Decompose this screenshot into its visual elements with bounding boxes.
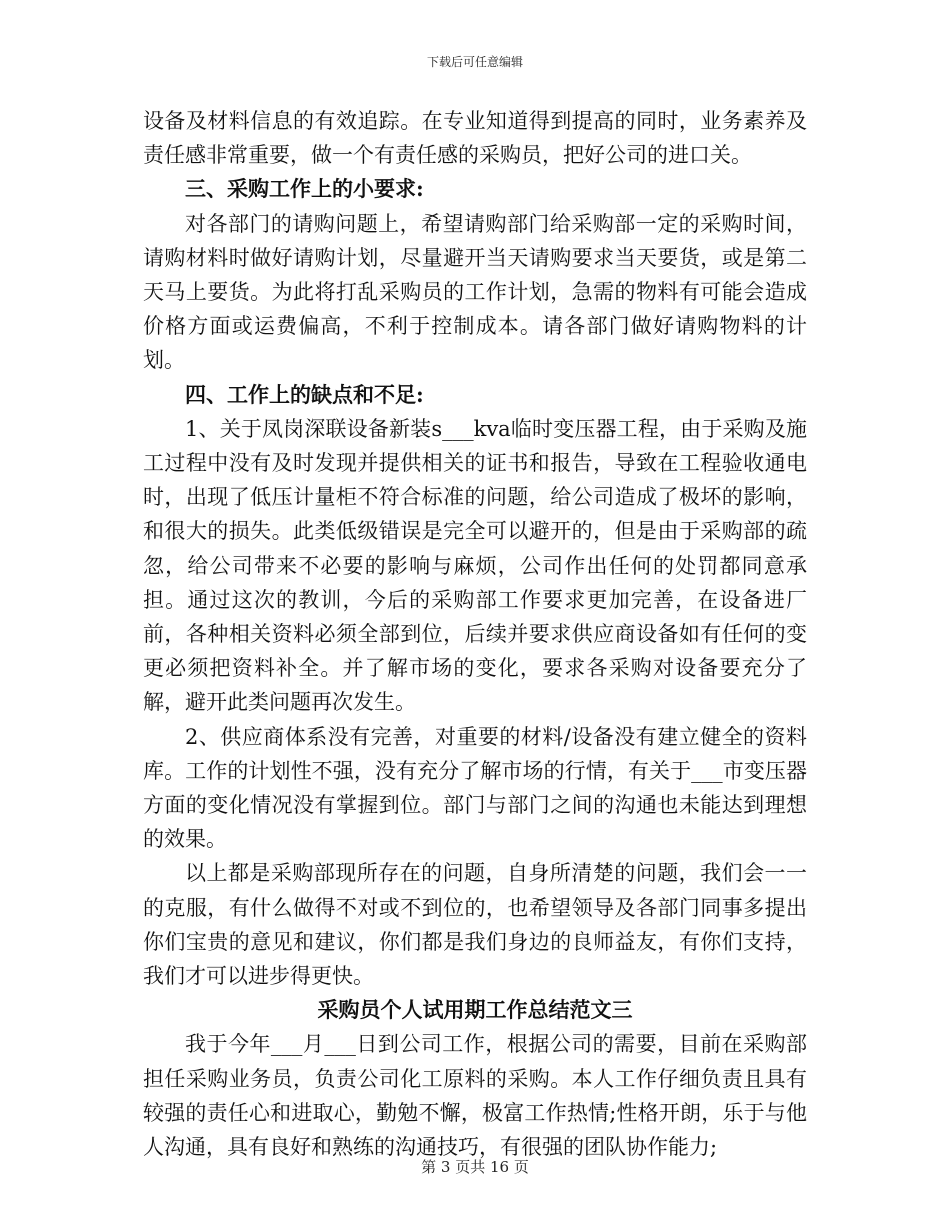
document-body bbox=[143, 104, 807, 1164]
paragraph-conclusion: 以上都是采购部现所存在的问题，自身所清楚的问题，我们会一一的克服，有什么做得不对或不到位的，也希望领导及各部门同事多提出你们宝贵的意见和建议，你们都是我们身边的良师益友，有你们支持，我们才可以进步得更快。 bbox=[143, 861, 807, 989]
paragraph-requests: 对各部门的请购问题上，希望请购部门给采购部一定的采购时间，请购材料时做好请购计划，尽量避开当天请购要求当天要货，或是第二天马上要货。为此将打乱采购员的工作计划，急需的物料有可能会造成价格方面或运费偏高，不利于控制成本。请各部门做好请购物料的计划。 bbox=[143, 211, 807, 373]
page-header: 下载后可任意编辑 bbox=[426, 55, 523, 69]
section-heading-3: 三、采购工作上的小要求: bbox=[185, 176, 424, 202]
section-heading-4: 四、工作上的缺点和不足: bbox=[185, 381, 424, 407]
paragraph-continuation: 设备及材料信息的有效追踪。在专业知道得到提高的同时，业务素养及责任感非常重要，做一个有责任感的采购员，把好公司的进口关。 bbox=[143, 109, 807, 168]
paragraph-intro: 我于今年___月___日到公司工作，根据公司的需要，目前在采购部担任采购业务员，负责公司化工原料的采购。本人工作仔细负责且具有较强的责任心和进取心，勤勉不懈，极富工作热情;性格开朗，乐于与他人沟通，具有良好和熟练的沟通技巧，有很强的团队协作能力; bbox=[143, 1032, 807, 1160]
page-number: 第 3 页共 16 页 bbox=[421, 1158, 529, 1176]
paragraph-issue-1: 1、关于凤岗深联设备新装s___kva临时变压器工程，由于采购及施工过程中没有及时发现并提供相关的证书和报告，导致在工程验收通电时，出现了低压计量柜不符合标准的问题，给公司造成了极坏的影响，和很大的损失。此类低级错误是完全可以避开的，但是由于采购部的疏忽，给公司带来不必要的影响与麻烦，公司作出任何的处罚都同意承担。通过这次的教训，今后的采购部工作要求更加完善，在设备进厂前，各种相关资料必须全部到位，后续并要求供应商设备如有任何的变更必须把资料补全。并了解市场的变化，要求各采购对设备要充分了解，避开此类问题再次发生。 bbox=[143, 416, 807, 715]
article-title: 采购员个人试用期工作总结范文三 bbox=[317, 997, 633, 1023]
paragraph-issue-2: 2、供应商体系没有完善，对重要的材料/设备没有建立健全的资料库。工作的计划性不强，没有充分了解市场的行情，有关于___市变压器方面的变化情况没有掌握到位。部门与部门之间的沟通也未能达到理想的效果。 bbox=[143, 724, 807, 852]
